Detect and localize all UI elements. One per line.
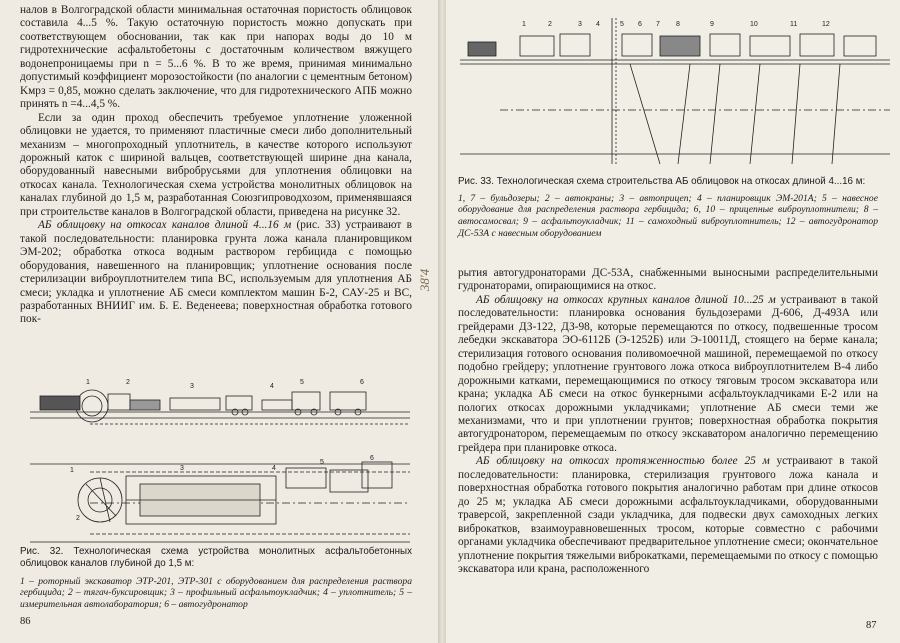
fig33-label-1: 1	[522, 21, 526, 28]
page-number-right: 87	[866, 620, 877, 631]
left-paragraph-3-lead: АБ облицовку на откосах каналов длиной 4...16 м	[38, 219, 292, 232]
fig32-plan-view	[30, 462, 410, 542]
left-paragraph-3-rest: (рис. 33) устраивают в такой последовательности: планировка грунта ложа канала планировщиком ЭМ-202; обработка откоса водным раствором гербицида с помощью оборудования, навешенного на планировщик; уплотнение основания после стерилизации виброуплотнителем типа ВС, используемым для уплотнения АБ смеси; укладка и уплотнение АБ смеси комплектом машин Б-2, САУ-25 и ВС, разработанных ВНИИГ им. Б. Е. Веденеева; поверхностная обработка готового пок-	[20, 219, 412, 326]
fig32-top-label-6: 6	[360, 379, 364, 386]
right-page	[446, 0, 900, 643]
fig33-label-7: 7	[656, 21, 660, 28]
figure-32-diagram	[30, 372, 410, 544]
fig32-caption-legend: 1 – роторный экскаватор ЭТР-201, ЭТР-301 с оборудованием для распределения раствора гербицида; 2 – тягач-буксировщик; 3 – профильный асфальтоукладчик; 4 – уплотнитель; 5 – измерительная автолаборатория; 6 – автогудронатор	[20, 575, 412, 610]
fig33-label-10: 10	[750, 21, 758, 28]
fig32-plan-label-5: 5	[320, 459, 324, 466]
fig32-section-view	[30, 390, 410, 424]
fig33-caption-title: Рис. 33. Технологическая схема строительства АБ облицовок на откосах длиной 4...16 м:	[458, 176, 866, 187]
fig32-top-label-2: 2	[126, 379, 130, 386]
fig32-plan-label-4: 4	[272, 465, 276, 472]
fig32-top-label-3: 3	[190, 383, 194, 390]
fig32-top-label-1: 1	[86, 379, 90, 386]
left-paragraph-1: налов в Волгоградской области минимальная остаточная пористость облицовок составила 4...5 %. Такую остаточную пористость можно допускать при соответствующем обосновании, так как при напорах воды до 10 м гидротехнические асфальтобетоны с достаточным количеством вяжущего водонепроницаемы при n = 5...6 %. В то же время, принимая минимально допустимый коэффициент морозостойкости (по аналогии с цементным бетоном) Kмрз = 0,85, можно сделать заключение, что для гидротехнического АПБ можно принять n =4...4,5 %.	[20, 4, 412, 111]
left-text-top	[20, 4, 412, 327]
page-number-left: 86	[20, 616, 31, 627]
right-paragraph-3-lead: АБ облицовку на откосах протяженностью более 25 м	[476, 455, 770, 468]
fig33-label-11: 11	[790, 21, 798, 28]
fig33-label-3: 3	[578, 21, 582, 28]
fig33-label-6: 6	[638, 21, 642, 28]
fig33-label-12: 12	[822, 21, 830, 28]
right-paragraph-3	[458, 455, 878, 576]
left-page	[0, 0, 440, 643]
fig33-label-4: 4	[596, 21, 600, 28]
fig33-label-2: 2	[548, 21, 552, 28]
left-paragraph-2: Если за один проход обеспечить требуемое уплотнение уложенной облицовки не удается, то применяют пластичные смеси либо дополнительный механизм – многопроходный уплотнитель, в качестве которого используют дорожный каток с шириной вальцев, соответствующей ширине дна канала, оборудованный навесными вибробрусьями для уплотнения облицовки на откосах канала. Технологическая схема устройства монолитных облицовок на каналах глубиной до 1,5 м, разработанная Союзгипроводхозом, применявшаяся при строительстве каналов в Волгоградской области, приведена на рисунке 32.	[20, 111, 412, 218]
fig32-plan-label-6: 6	[370, 455, 374, 462]
figure-33-caption	[458, 176, 878, 239]
fig32-top-label-4: 4	[270, 383, 274, 390]
right-paragraph-3-rest: устраивают в такой последовательности: планировка, стерилизация грунтового ложа канала и поверхностная обработка готового покрытия аналогично работам при длине откосов до 25 м; укладка АБ смеси дорожными асфальтоукладчиками, оборудованными траверсой, закрепленной сзади укладчика, для подвески двух самоходных легких виброкатков, взаимоуравновешенных тросом, которые совместно с рабочими органами укладчика обеспечивают предварительное уплотнение смеси; окончательное уплотнение покрытия тяжелыми виброкатками, перемещаемыми по откосу с помощью экскаватора или крана, расположенного	[458, 455, 878, 575]
figure-32-caption	[20, 546, 412, 610]
fig32-plan-label-2: 2	[76, 515, 80, 522]
fig32-plan-label-1: 1	[70, 467, 74, 474]
fig32-plan-label-3: 3	[180, 465, 184, 472]
fig32-top-label-5: 5	[300, 379, 304, 386]
handwritten-note: 38'4	[417, 268, 433, 292]
fig33-label-5: 5	[620, 21, 624, 28]
fig32-caption-title: Рис. 32. Технологическая схема устройства монолитных асфальтобетонных облицовок каналов глубиной до 1,5 м:	[20, 546, 412, 569]
right-paragraph-2-rest: устраивают в такой последовательности: планировка основания бульдозерами Д-606, Д-493А или грейдерами ДЗ-122, ДЗ-98, которые перемещаются по откосу, подвешенные тросом лебедки экскаватора ЭО-6112Б (Э-1252Б) или Э-10011Д, стоящего на берме канала; стерилизация готового основания поливомоечной машиной, перемещаемой по откосу подобно грейдеру; уплотнение грунтового ложа откоса виброуплотнителем В-4 либо дорожными катками, перемещающимися по откосу тяговым тросом экскаватора или крана; укладка АБ смеси на откос бункерными асфальтоукладчиками Е-2 или на пологих откосах дорожными укладчиками; уплотнение АБ смеси теми же механизмами, что и при уплотнении грунтов; поверхностная обработка покрытия автогудронатором, перемещаемым по откосу экскаватором аналогично перемещению грейдера при планировке откоса.	[458, 293, 878, 454]
figure-33-diagram	[460, 14, 890, 174]
fig33-caption-legend: 1, 7 – бульдозеры; 2 – автокраны; 3 – автоприцеп; 4 – планировщик ЭМ-201А; 5 – навесное оборудование для распределения раствора гербицида; 6, 10 – прицепные виброуплотнители; 8 – автосамосвал; 9 – асфальтоукладчик; 11 – самоходный виброуплотнитель; 12 – автогудронатор ДС-53А с навесным оборудованием	[458, 192, 878, 239]
right-text	[458, 267, 878, 576]
fig33-label-8: 8	[676, 21, 680, 28]
right-paragraph-2	[458, 294, 878, 455]
left-paragraph-3	[20, 219, 412, 327]
right-paragraph-2-lead: АБ облицовку на откосах крупных каналов длиной 10...25 м	[476, 293, 776, 306]
fig33-label-9: 9	[710, 21, 714, 28]
right-paragraph-1: рытия автогудронаторами ДС-53А, снабженными выносными распределительными гудронаторами, опирающимися на откос.	[458, 267, 878, 293]
